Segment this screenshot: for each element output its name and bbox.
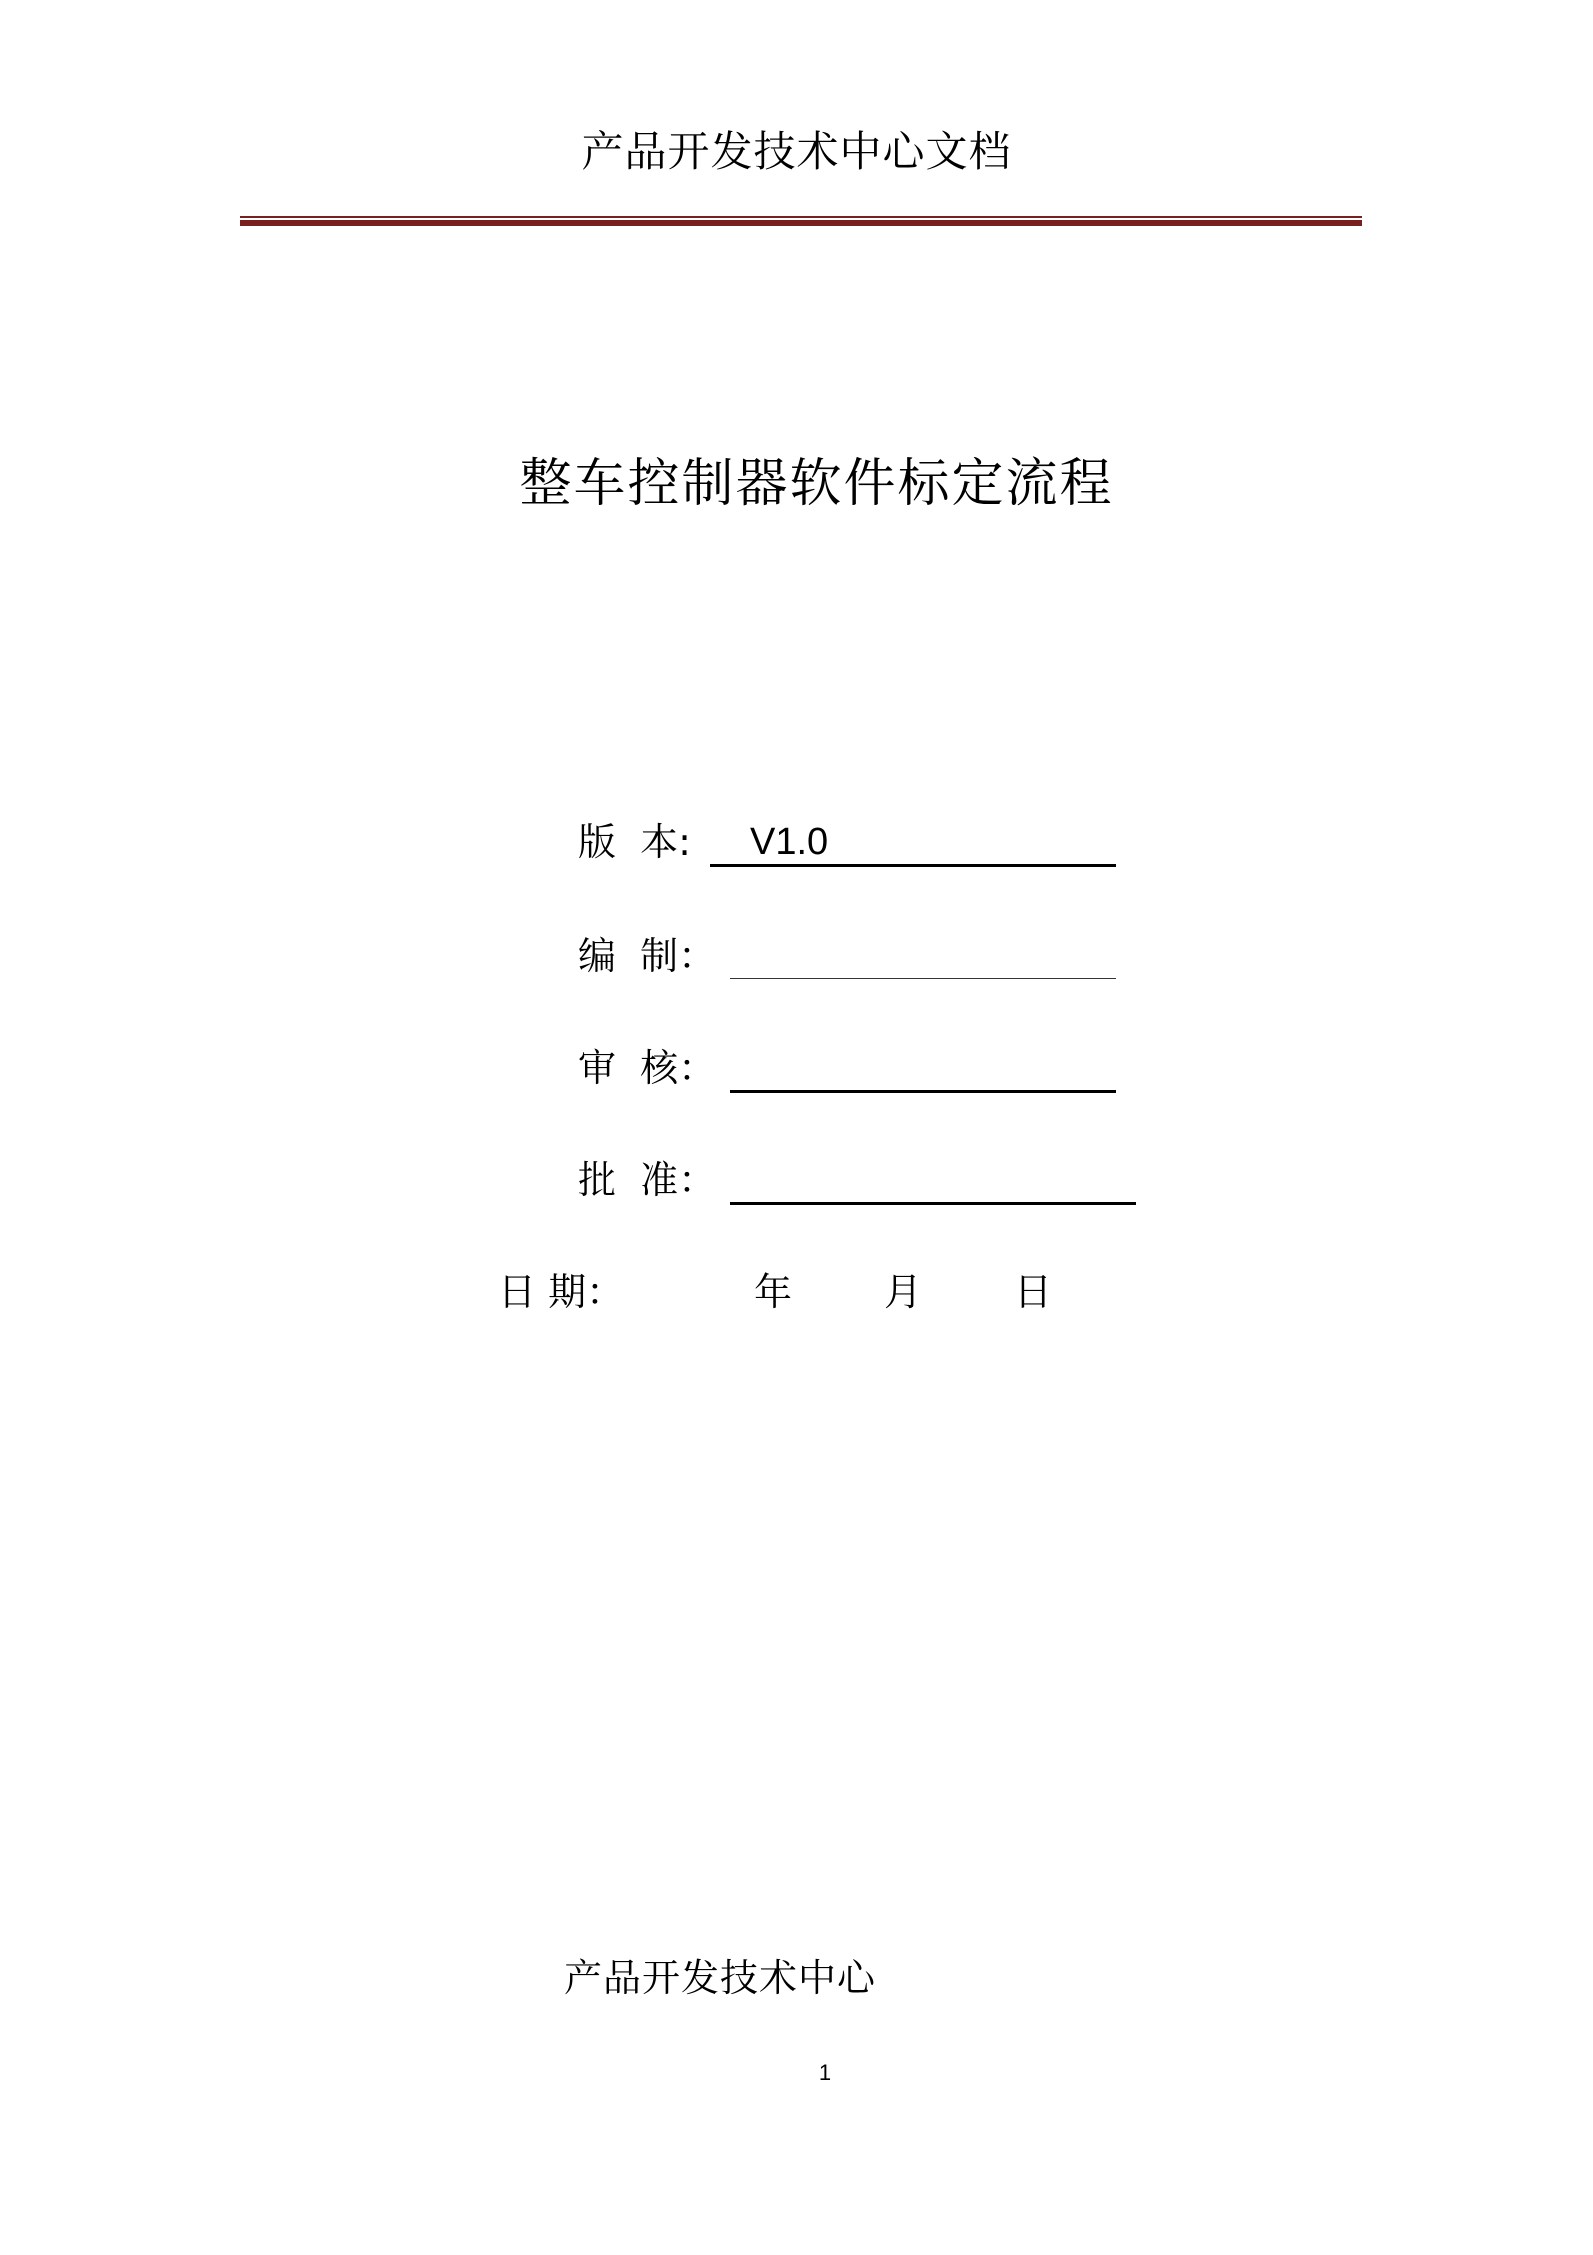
version-value: V1.0 — [750, 821, 829, 863]
approver-underline — [730, 1202, 1136, 1205]
author-label: 编 制： — [578, 934, 717, 978]
date-label: 日 期： — [498, 1270, 625, 1314]
page-number: 1 — [818, 2060, 832, 2085]
footer-organization: 产品开发技术中心 — [564, 1956, 877, 2000]
document-title: 整车控制器软件标定流程 — [519, 454, 1114, 514]
reviewer-underline — [730, 1090, 1116, 1093]
header-divider-thick-line — [240, 220, 1362, 226]
date-month: 月 — [884, 1270, 923, 1314]
approver-field — [578, 1152, 1138, 1208]
author-underline — [730, 978, 1116, 979]
date-row — [498, 1262, 1098, 1322]
reviewer-field — [578, 1040, 1118, 1096]
page-header-title: 产品开发技术中心文档 — [581, 127, 1012, 176]
date-year: 年 — [754, 1270, 793, 1314]
approver-label: 批 准： — [578, 1158, 717, 1202]
author-field — [578, 928, 1118, 984]
version-label: 版 本: — [578, 820, 691, 864]
date-day: 日 — [1014, 1270, 1053, 1314]
header-divider — [240, 216, 1362, 226]
version-field — [578, 814, 1118, 870]
reviewer-label: 审 核： — [578, 1046, 717, 1090]
header-divider-thin-line — [240, 216, 1362, 218]
